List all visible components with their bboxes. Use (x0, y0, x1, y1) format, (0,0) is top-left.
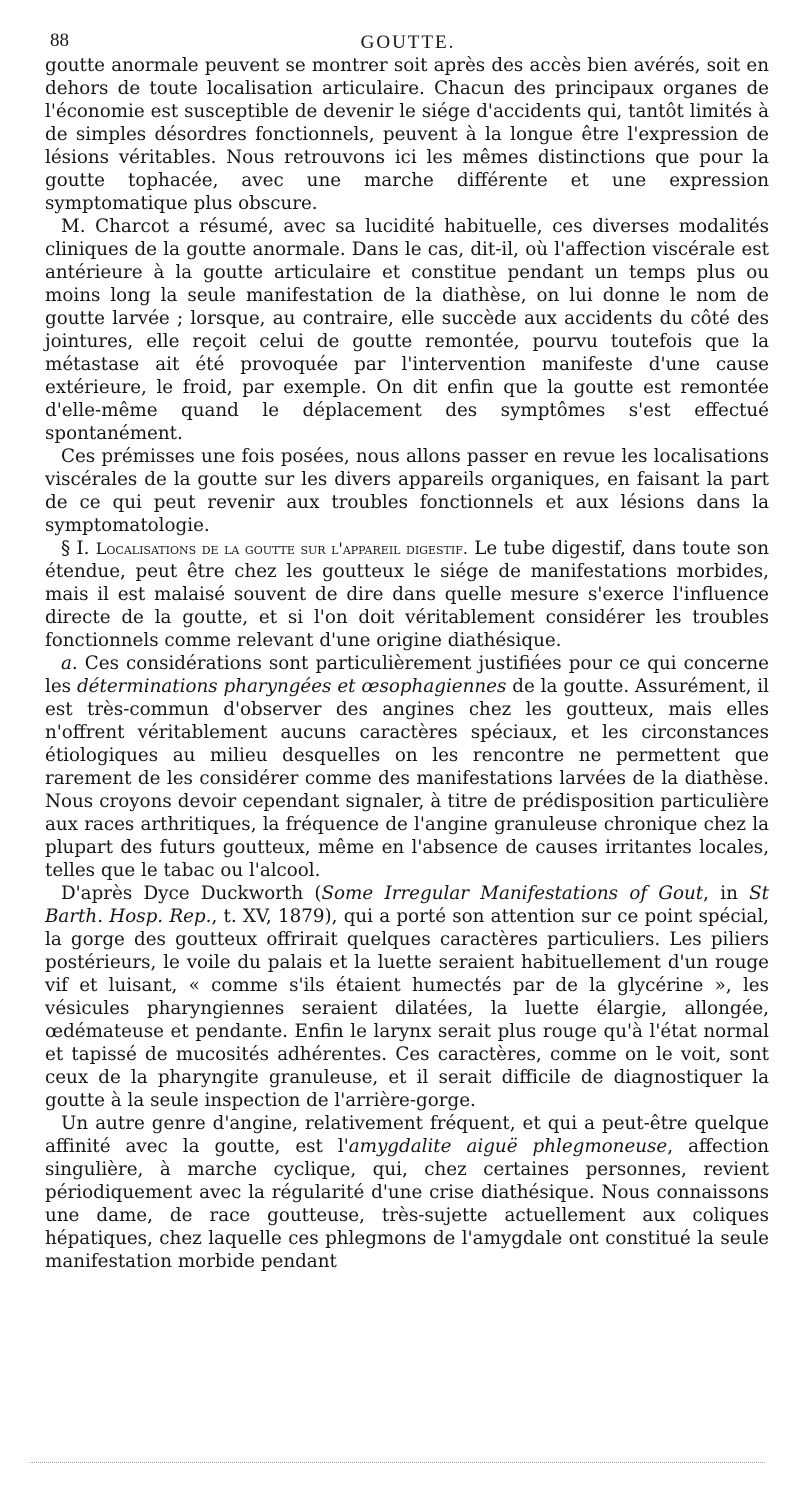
paragraph-section-1: § I. Localisations de la goutte sur l'appareil digestif. Le tube digestif, dans toute son étendue, peut être chez les goutteux le siége de manifestations morbides, mais il est malaisé souvent de dire dans quelle mesure s'exerce l'influence directe de la goutte, et si l'on doit véritablement considérer les troubles fonctionnels comme relevant d'une origine diathésique. (45, 538, 770, 651)
italic-citation-journal: St Barth. Hosp. Rep. (45, 883, 770, 927)
paragraph-premisses: Ces prémisses une fois posées, nous allons passer en revue les localisations viscérales de la goutte sur les divers appareils organiques, en faisant la part de ce qui peut revenir aux troubles fonctionnels et aux lésions dans la symptomatologie. (45, 446, 769, 536)
running-head (50, 30, 766, 56)
italic-term: déterminations pharyngées et œsophagiennes (76, 676, 507, 697)
section-mark: § I. (61, 538, 90, 559)
section-heading: Localisations de la goutte sur l'appareil digestif. (95, 539, 468, 558)
italic-citation-title: Some Irregular Manifestations of Gout (321, 883, 704, 904)
item-letter: a. (61, 653, 78, 674)
paragraph-duckworth: D'après Dyce Duckworth (Some Irregular Manifestations of Gout, in St Barth. Hosp. Rep., t. XV, 1879), qui a porté son attention sur ce point spécial, la gorge des goutteux offrirait quelques caractères particuliers. Les piliers postérieurs, le voile du palais et la luette seraient habituellement d'un rouge vif et luisant, « comme s'ils étaient humectés par de la glycérine », les vésicules pharyngiennes seraient dilatées, la luette élargie, allongée, œdémateuse et pendante. Enfin le larynx serait plus rouge qu'à l'état normal et tapissé de mucosités adhérentes. Ces caractères, comme on le voit, sont ceux de la pharyngite granuleuse, et il serait difficile de diagnostiquer la goutte à la seule inspection de l'arrière-gorge. (45, 883, 770, 1111)
footer-rule (30, 1462, 765, 1463)
body-text (45, 54, 769, 1273)
paragraph-intro-continued: goutte anormale peuvent se montrer soit après des accès bien avérés, soit en dehors de toute localisation articulaire. Chacun des principaux organes de l'économie est susceptible de devenir le siége d'accidents qui, tantôt limités à de simples désordres fonctionnels, peuvent à la longue être l'expression de lésions véritables. Nous retrouvons ici les mêmes distinctions que pour la goutte tophacée, avec une marche différente et une expression symptomatique plus obscure. (45, 55, 769, 214)
paragraph-a-pharyngees: a. Ces considérations sont particulièrement justifiées pour ce qui concerne les déterminations pharyngées et œsophagiennes de la goutte. Assurément, il est très-commun d'observer des angines chez les goutteux, mais elles n'offrent véritablement aucuns caractères spéciaux, et les circonstances étiologiques au milieu desquelles on les rencontre ne permettent que rarement de les considérer comme des manifestations larvées de la diathèse. Nous croyons devoir cependant signaler, à titre de prédisposition particulière aux races arthritiques, la fréquence de l'angine granuleuse chronique chez la plupart des futurs goutteux, même en l'absence de causes irritantes locales, telles que le tabac ou l'alcool. (45, 653, 769, 881)
paragraph-charcot: M. Charcot a résumé, avec sa lucidité habituelle, ces diverses modalités cliniques de la goutte anormale. Dans le cas, dit-il, où l'affection viscérale est antérieure à la goutte articulaire et constitue pendant un temps plus ou moins long la seule manifestation de la diathèse, on lui donne le nom de goutte larvée ; lorsque, au contraire, elle succède aux accidents du côté des jointures, elle reçoit celui de goutte remontée, pourvu toutefois que la métastase ait été provoquée par l'intervention manifeste d'une cause extérieure, le froid, par exemple. On dit enfin que la goutte est remontée d'elle-même quand le déplacement des symptômes s'est effectué spontanément. (45, 216, 769, 444)
paragraph-amygdalite: Un autre genre d'angine, relativement fréquent, et qui a peut-être quelque affinité avec la goutte, est l'amygdalite aiguë phlegmoneuse, affection singulière, à marche cyclique, qui, chez certaines personnes, revient périodiquement avec la régularité d'une crise diathésique. Nous connaissons une dame, de race goutteuse, très-sujette actuellement aux coliques hépatiques, chez laquelle ces phlegmons de l'amygdale ont constitué la seule manifestation morbide pendant (45, 1113, 769, 1272)
running-title: GOUTTE. (360, 32, 456, 53)
italic-term: amygdalite aiguë phlegmoneuse (348, 1136, 668, 1157)
page-number: 88 (50, 30, 69, 51)
